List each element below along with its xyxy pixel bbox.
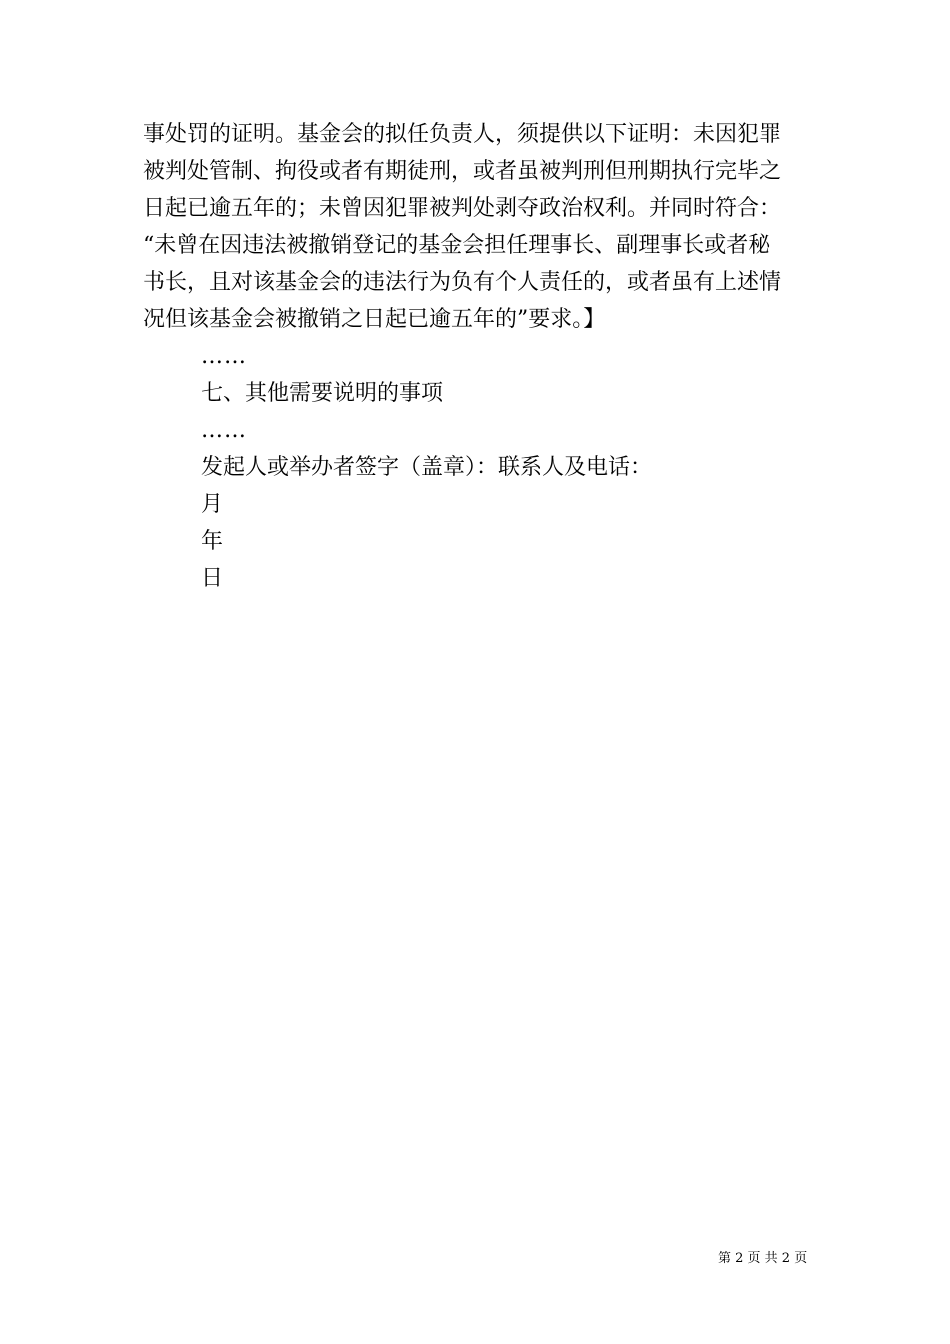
ellipsis-2: …… xyxy=(201,418,247,443)
date-month: 月 xyxy=(201,492,224,517)
paragraph-line-1: 事处罚的证明。基金会的拟任负责人，须提供以下证明：未因犯罪 xyxy=(143,122,782,147)
paragraph-line-5: 书长，且对该基金会的违法行为负有个人责任的，或者虽有上述情 xyxy=(143,270,782,295)
paragraph-line-4: “未曾在因违法被撤销登记的基金会担任理事长、副理事长或者秘 xyxy=(143,233,771,258)
ellipsis-1: …… xyxy=(201,344,247,369)
paragraph-line-2: 被判处管制、拘役或者有期徒刑，或者虽被判刑但刑期执行完毕之 xyxy=(143,159,782,184)
date-day: 日 xyxy=(201,566,224,591)
signature-line: 发起人或举办者签字（盖章）：联系人及电话： xyxy=(201,455,653,480)
paragraph-line-6: 况但该基金会被撤销之日起已逾五年的”要求。】 xyxy=(143,307,606,332)
paragraph-line-3: 日起已逾五年的；未曾因犯罪被判处剥夺政治权利。并同时符合： xyxy=(143,196,782,221)
section-heading: 七、其他需要说明的事项 xyxy=(201,381,444,406)
page-number-footer: 第 2 页 共 2 页 xyxy=(718,1251,808,1266)
document-body xyxy=(143,116,807,597)
date-year: 年 xyxy=(201,529,224,554)
